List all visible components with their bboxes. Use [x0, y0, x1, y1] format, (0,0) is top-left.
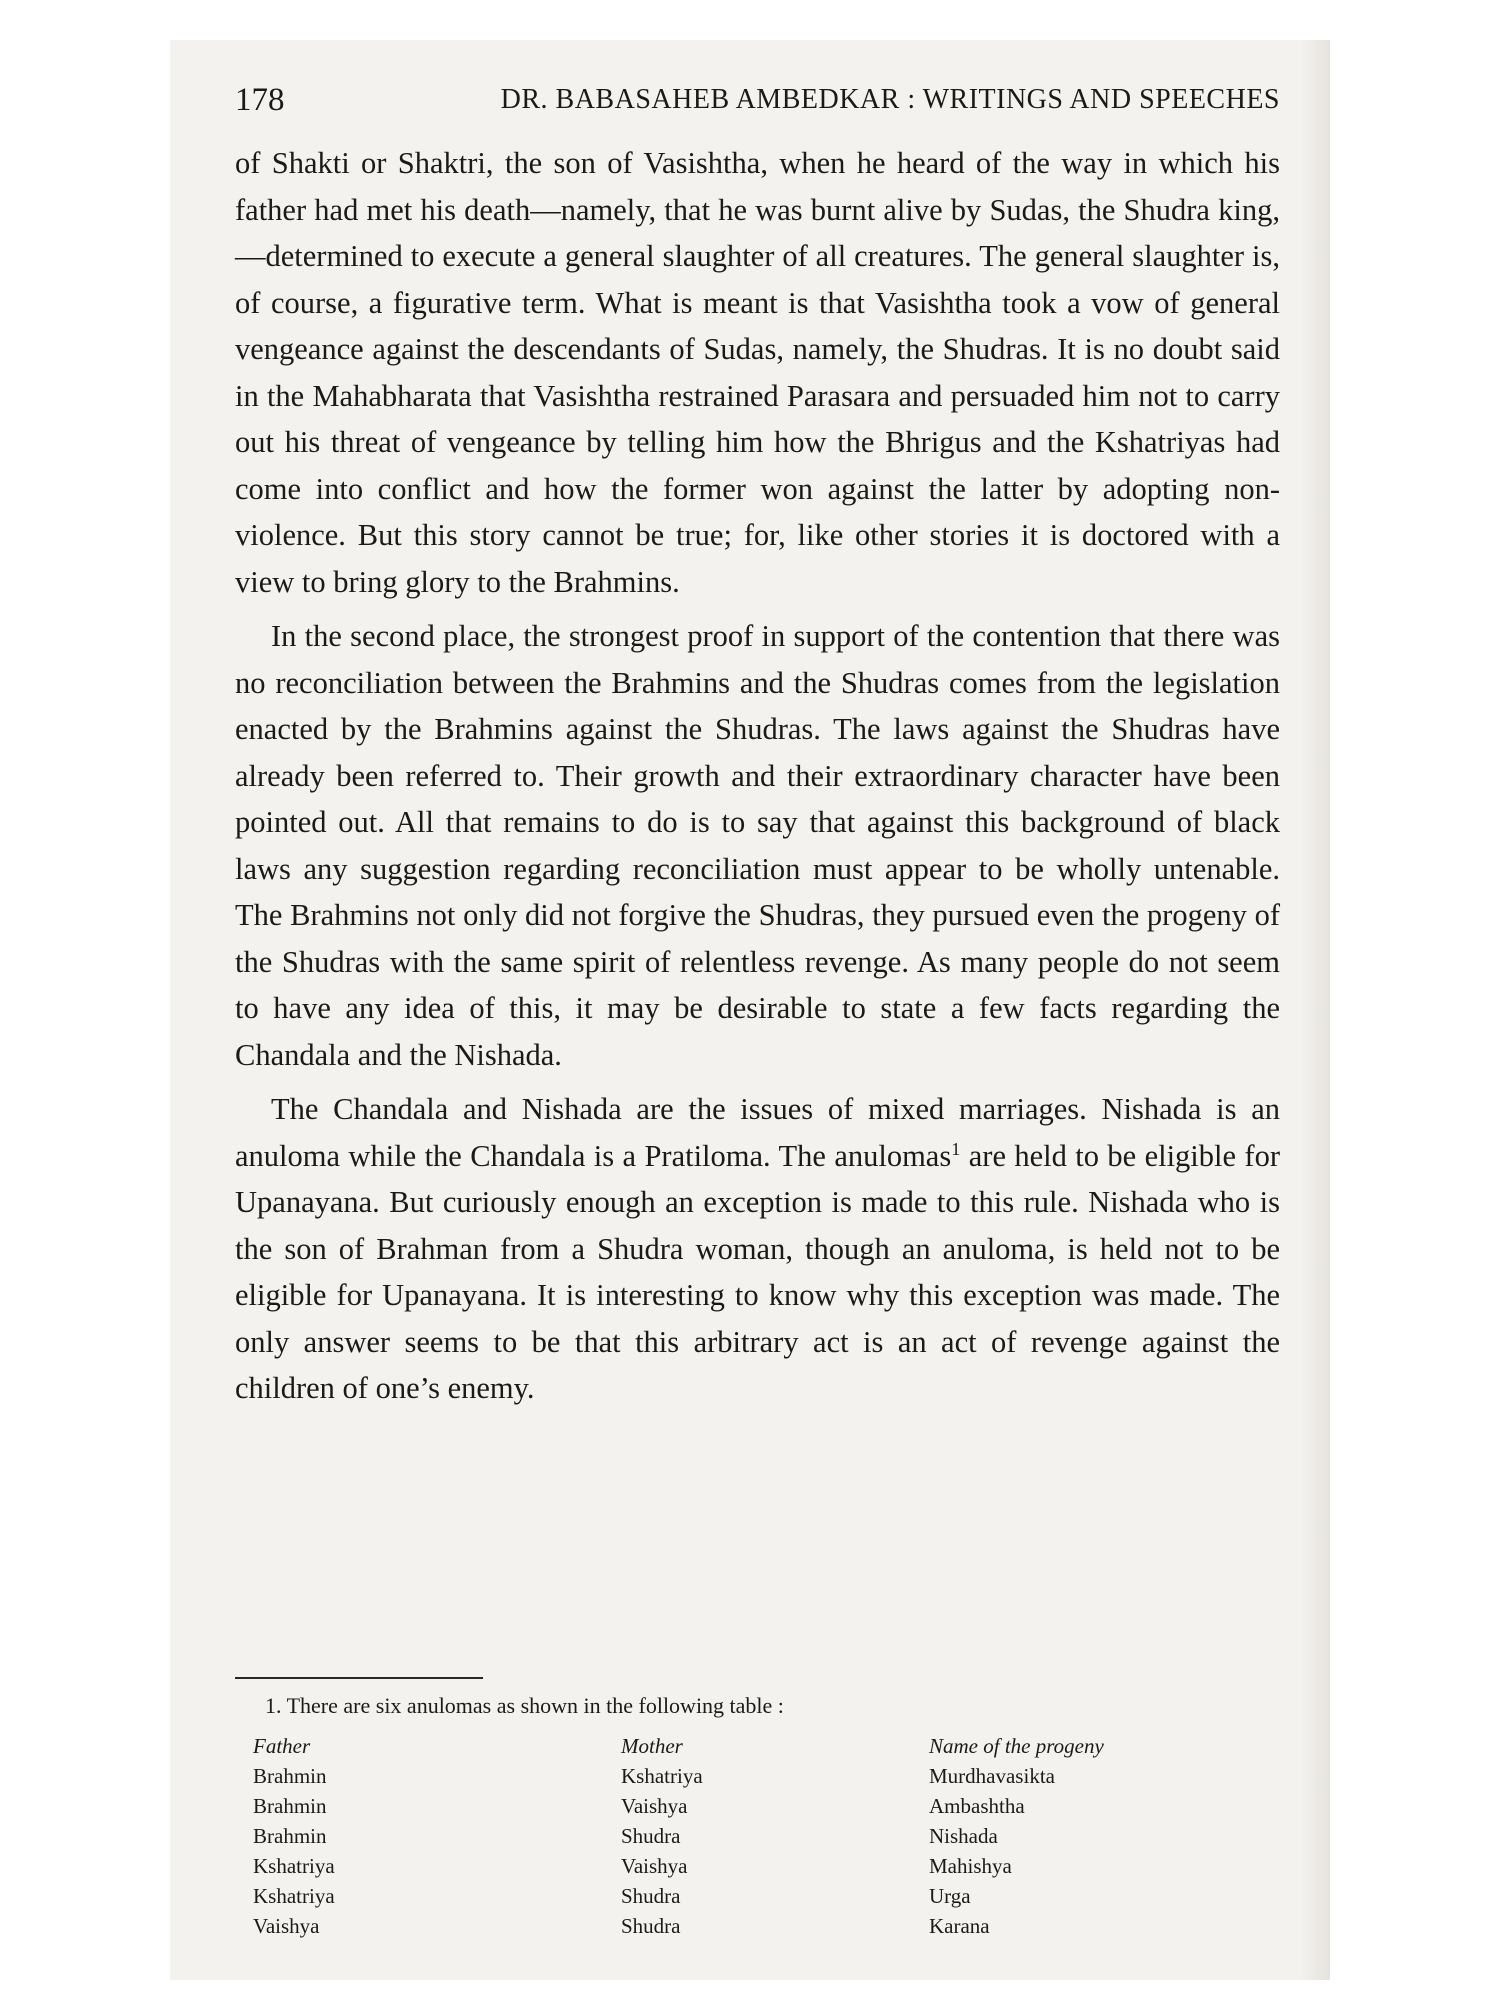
footnote-text: 1. There are six anulomas as shown in the following table : — [265, 1693, 784, 1718]
table-row — [253, 1911, 1259, 1941]
paragraph-3-text-a: The Chandala and Nishada are the issues of mixed marriages. Nishada is an anuloma while the Chandala is a Pratiloma. The anulomas — [235, 1092, 1280, 1173]
progeny-cell: Urga — [929, 1884, 971, 1908]
book-page — [170, 40, 1330, 1980]
table-row — [253, 1881, 1259, 1911]
paragraph-1: of Shakti or Shaktri, the son of Vasishtha, when he heard of the way in which his father had met his death—namely, that he was burnt alive by Sudas, the Shudra king,—determined to execute a general slaughter of all creatures. The general slaughter is, of course, a figurative term. What is meant is that Vasishtha took a vow of general vengeance against the descendants of Sudas, namely, the Shudras. It is no doubt said in the Mahabharata that Vasishtha restrained Parasara and persuaded him not to carry out his threat of vengeance by telling him how the Bhrigus and the Kshatriyas had come into conflict and how the former won against the latter by adopting non-violence. But this story cannot be true; for, like other stories it is doctored with a view to bring glory to the Brahmins. — [235, 146, 1280, 599]
paragraph-3 — [235, 1086, 1280, 1412]
running-head: DR. BABASAHEB AMBEDKAR : WRITINGS AND SPEECHES — [500, 84, 1280, 115]
footnote-rule — [235, 1677, 483, 1679]
paragraph-3-text-b: are held to be eligible for Upanayana. But curiously enough an exception is made to this rule. Nishada who is the son of Brahman from a Shudra woman, though an anuloma, is held not to be eligible for Upanayana. It is interesting to know why this exception was made. The only answer seems to be that this arbitrary act is an act of revenge against the children of one’s enemy. — [235, 1138, 1280, 1405]
progeny-cell: Murdhavasikta — [929, 1764, 1055, 1788]
column-header-progeny: Name of the progeny — [929, 1734, 1104, 1758]
progeny-cell: Karana — [929, 1914, 990, 1938]
table-row — [253, 1761, 1259, 1791]
column-header-mother: Mother — [621, 1734, 683, 1758]
father-cell: Brahmin — [253, 1794, 327, 1818]
footnote-reference: 1 — [951, 1138, 961, 1159]
progeny-cell: Ambashtha — [929, 1794, 1025, 1818]
father-cell: Kshatriya — [253, 1854, 335, 1878]
father-cell: Vaishya — [253, 1914, 320, 1938]
father-cell: Kshatriya — [253, 1884, 335, 1908]
page-header — [235, 82, 1280, 132]
progeny-cell: Mahishya — [929, 1854, 1012, 1878]
father-cell: Brahmin — [253, 1824, 327, 1848]
table-row — [253, 1821, 1259, 1851]
table-row — [253, 1851, 1259, 1881]
paragraph-2: In the second place, the strongest proof in support of the contention that there was no reconciliation between the Brahmins and the Shudras comes from the legislation enacted by the Brahmins against the Shudras. The laws against the Shudras have already been referred to. Their growth and their extraordinary character have been pointed out. All that remains to do is to say that against this background of black laws any suggestion regarding reconciliation must appear to be wholly untenable. The Brahmins not only did not forgive the Shudras, they pursued even the progeny of the Shudras with the same spirit of relentless revenge. As many people do not seem to have any idea of this, it may be desirable to state a few facts regarding the Chandala and the Nishada. — [235, 619, 1280, 1072]
page-number: 178 — [235, 82, 285, 118]
mother-cell: Vaishya — [621, 1854, 688, 1878]
father-cell: Brahmin — [253, 1764, 327, 1788]
body-text — [235, 140, 1280, 1412]
anuloma-table — [253, 1734, 1259, 1941]
table-header-row — [253, 1734, 1259, 1761]
mother-cell: Vaishya — [621, 1794, 688, 1818]
table-row — [253, 1791, 1259, 1821]
mother-cell: Shudra — [621, 1914, 681, 1938]
mother-cell: Shudra — [621, 1884, 681, 1908]
progeny-cell: Nishada — [929, 1824, 998, 1848]
mother-cell: Kshatriya — [621, 1764, 703, 1788]
column-header-father: Father — [253, 1734, 311, 1758]
mother-cell: Shudra — [621, 1824, 681, 1848]
footnote — [235, 1690, 1280, 1941]
